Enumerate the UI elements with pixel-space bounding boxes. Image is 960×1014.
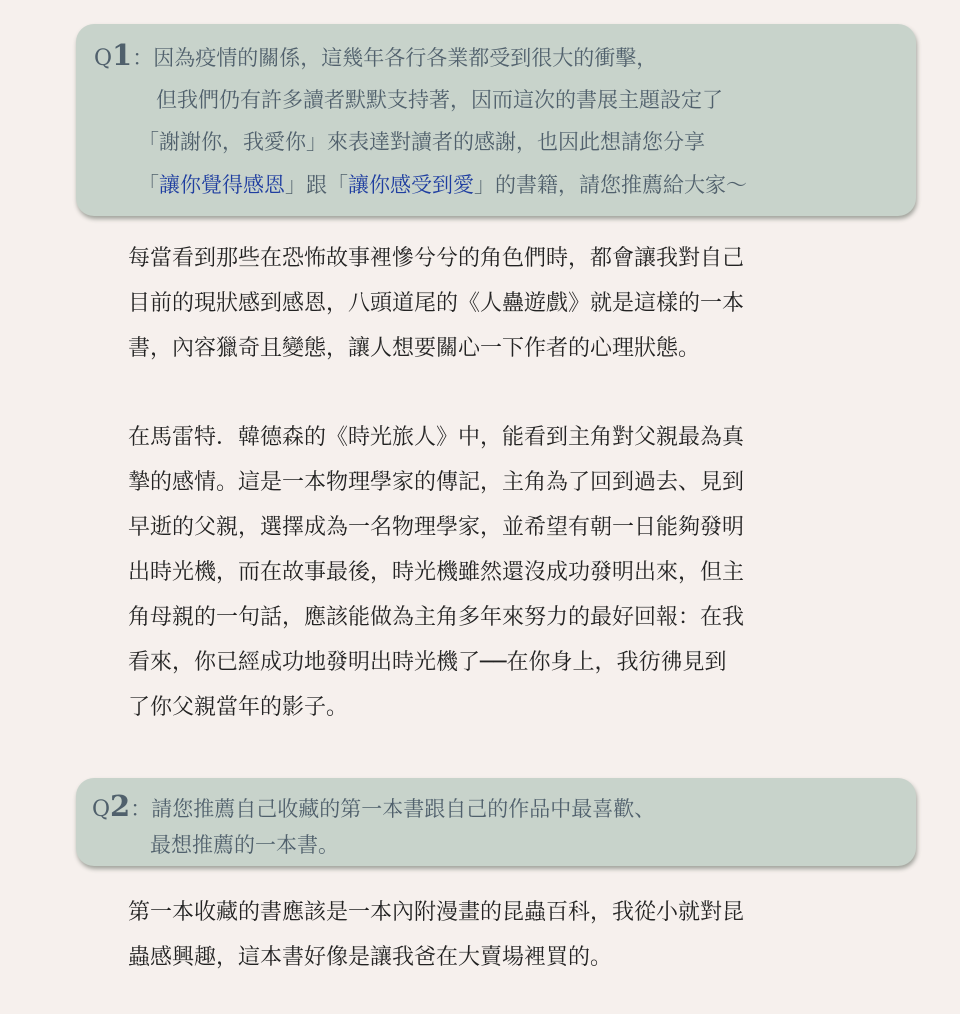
highlight-love: 讓你感受到愛 [348,173,474,197]
answer-1-paragraph-2 [128,415,744,730]
answer-line: 第一本收藏的書應該是一本內附漫畫的昆蟲百科，我從小就對昆 [128,900,745,925]
answer-line: 看來，你已經成功地發明出時光機了──在你身上，我彷彿見到 [128,650,727,675]
question-1-line-3: 「謝謝你，我愛你」來表達對讀者的感謝，也因此想請您分享 [138,130,705,154]
answer-line: 了你父親當年的影子。 [128,695,349,720]
answer-line: 書，內容獵奇且變態，讓人想要關心一下作者的心理狀態。 [128,336,701,361]
highlight-grateful: 讓你覺得感恩 [159,173,285,197]
answer-1-paragraph-1 [128,236,744,371]
answer-line: 出時光機，而在故事最後，時光機雖然還沒成功發明出來，但主 [128,560,745,585]
answer-line: 摯的感情。這是一本物理學家的傳記，主角為了回到過去、見到 [128,470,745,495]
question-1-line-1: Q1：因為疫情的關係，這幾年各行各業都受到很大的衝擊， [94,38,658,72]
question-1-line-2: 但我們仍有許多讀者默默支持著，因而這次的書展主題設定了 [156,88,723,112]
question-2-box [76,778,916,866]
question-2-line-2: 最想推薦的一本書。 [150,833,339,857]
question-1-box [76,24,916,216]
answer-line: 目前的現狀感到感恩，八頭道尾的《人蠱遊戲》就是這樣的一本 [128,291,745,316]
question-2-line-1: Q2：請您推薦自己收藏的第一本書跟自己的作品中最喜歡、 [92,789,656,823]
question-2-number: Q2 [92,789,131,823]
question-1-line-4: 「讓你覺得感恩」跟「讓你感受到愛」的書籍，請您推薦給大家～ [138,173,747,197]
answer-line: 每當看到那些在恐怖故事裡慘兮兮的角色們時，都會讓我對自己 [128,246,745,271]
question-1-number: Q1 [94,38,133,72]
answer-line: 蟲感興趣，這本書好像是讓我爸在大賣場裡買的。 [128,945,613,970]
answer-2-paragraph-1 [128,890,744,980]
answer-line: 角母親的一句話，應該能做為主角多年來努力的最好回報：在我 [128,605,745,630]
answer-line: 在馬雷特．韓德森的《時光旅人》中，能看到主角對父親最為真 [128,425,745,450]
answer-line: 早逝的父親，選擇成為一名物理學家，並希望有朝一日能夠發明 [128,515,745,540]
